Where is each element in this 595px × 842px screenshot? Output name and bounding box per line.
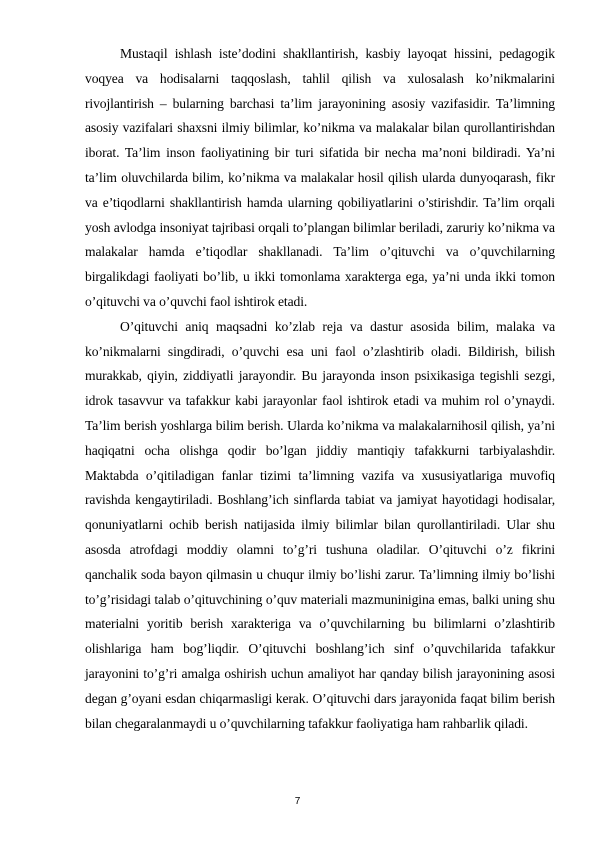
page-number: 7 xyxy=(294,796,301,807)
paragraph-2: O’qituvchi aniq maqsadni ko’zlab reja va dastur asosida bilim, malaka va ko’nikmalarni singdiradi, o’quvchi esa uni faol o’zlashtirib oladi. Bildirish, bilish murakkab, qiyin, ziddiyatli jarayondir. Bu jarayonda inson psixikasiga tegishli sezgi, idrok tasavvur va tafakkur kabi jarayonlar faol ishtirok etadi va muhim rol o’ynaydi. Ta’lim berish yoshlarga bilim berish. Ularda ko’nikma va malakalarnihosil qilish, ya’ni haqiqatni ocha olishga qodir bo’lgan jiddiy mantiqiy tafakkurni tarbiyalashdir. Maktabda o’qitiladigan fanlar tizimi ta’limning vazifa va xususiyatlariga muvofiq ravishda kengaytiriladi. Boshlang’ich sinflarda tabiat va jamiyat hayotidagi hodisalar, qonuniyatlarni ochib berish natijasida ilmiy bilimlar bilan qurollantiriladi. Ular shu asosda atrofdagi moddiy olamni to’g’ri tushuna oladilar. O’qituvchi o’z fikrini qanchalik soda bayon qilmasin u chuqur ilmiy bo’lishi zarur. Ta’limning ilmiy bo’lishi to’g’risidagi talab o’qituvchining o’quv materiali mazmuninigina emas, balki uning shu materialni yoritib berish xarakteriga va o’quvchilarning bu bilimlarni o’zlashtirib olishlariga ham bog’liqdir. O’qituvchi boshlang’ich sinf o’quvchilarida tafakkur jarayonini to’g’ri amalga oshirish uchun amaliyot har qanday bilish jarayonining asosi degan g’oyani esdan chiqarmasligi kerak. O’qituvchi dars jarayonida faqat bilim berish bilan chegaralanmaydi u o’quvchilarning tafakkur faoliyatiga ham rahbarlik qiladi. xyxy=(85,318,555,731)
document-body xyxy=(85,42,555,736)
paragraph-1: Mustaqil ishlash iste’dodini shakllantirish, kasbiy layoqat hissini, pedagogik voqyea va hodisalarni taqqoslash, tahlil qilish va xulosalash ko’nikmalarini rivojlantirish – bularning barchasi ta’lim jarayonining asosiy vazifasidir. Ta’limning asosiy vazifalari shaxsni ilmiy bilimlar, ko’nikma va malakalar bilan qurollantirishdan iborat. Ta’lim inson faoliyatining bir turi sifatida bir necha ma’noni bildiradi. Ya’ni ta’lim oluvchilarda bilim, ko’nikma va malakalar hosil qilish ularda dunyoqarash, fikr va e’tiqodlarni shakllantirish hamda ularning qobiliyatlarini o’stirishdir. Ta’lim orqali yosh avlodga insoniyat tajribasi orqali to’plangan bilimlar beriladi, zaruriy ko’nikma va malakalar hamda e’tiqodlar shakllanadi. Ta’lim o’qituvchi va o’quvchilarning birgalikdagi faoliyati bo’lib, u ikki tomonlama xarakterga ega, ya’ni unda ikki tomon o’qituvchi va o’quvchi faol ishtirok etadi. xyxy=(85,46,555,309)
